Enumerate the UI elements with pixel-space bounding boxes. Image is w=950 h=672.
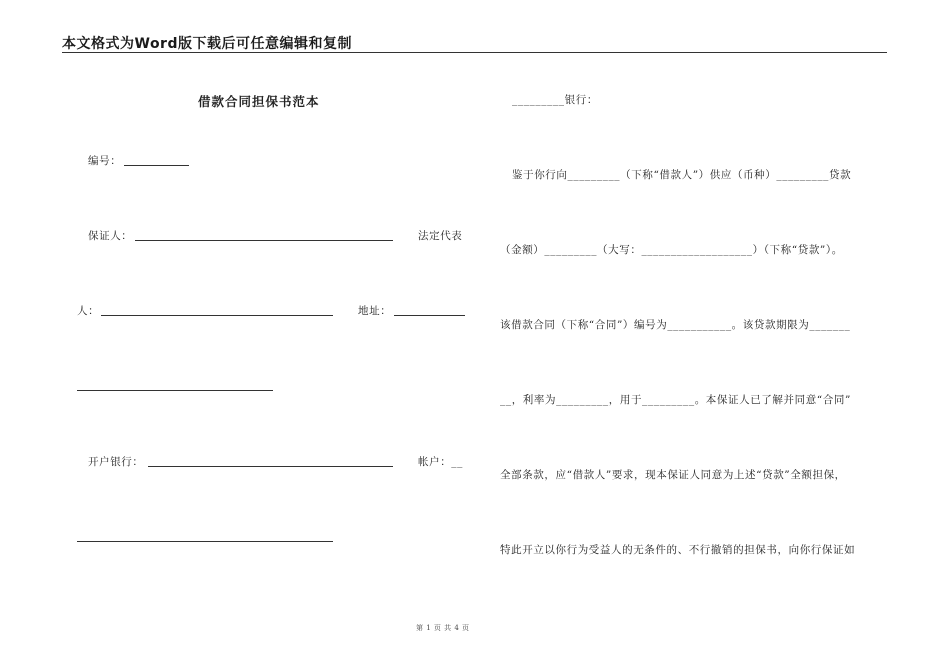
legal-rep-label-cont: 人：	[77, 305, 100, 317]
number-label: 编号：	[88, 155, 122, 167]
account-label: 帐户：__	[418, 456, 463, 468]
body-line-1: _________银行：	[512, 94, 598, 106]
document-banner: 本文格式为Word版下载后可任意编辑和复制	[62, 36, 352, 52]
page-footer: 第 1 页 共 4 页	[416, 624, 470, 632]
body-line-7: 特此开立以你行为受益人的无条件的、不行撤销的担保书，向你行保证如	[500, 544, 856, 556]
bank-blank	[148, 466, 393, 467]
number-blank	[124, 165, 189, 166]
address-label: 地址：	[358, 305, 392, 317]
guarantor-blank	[135, 240, 393, 241]
address-blank	[394, 315, 465, 316]
body-line-3: （金额）_________（大写：___________________）（下称“贷款”）。	[500, 244, 843, 256]
document-title: 借款合同担保书范本	[198, 94, 320, 109]
address-blank-cont	[77, 390, 273, 391]
guarantor-label: 保证人：	[88, 230, 133, 242]
account-blank-cont	[77, 541, 333, 542]
body-line-6: 全部条款，应“借款人”要求，现本保证人同意为上述“贷款”全额担保，	[500, 469, 846, 481]
body-line-5: __，利率为_________，用于_________。本保证人已了解并同意“合同”	[500, 394, 851, 406]
legal-rep-blank	[101, 315, 333, 316]
legal-rep-label: 法定代表	[418, 230, 463, 242]
body-line-4: 该借款合同（下称“合同”）编号为___________。该贷款期限为_______	[500, 319, 851, 331]
bank-label: 开户银行：	[88, 456, 144, 468]
header-divider	[62, 52, 887, 53]
body-line-2: 鉴于你行向_________（下称“借款人”）供应（币种）_________贷款	[512, 169, 852, 181]
